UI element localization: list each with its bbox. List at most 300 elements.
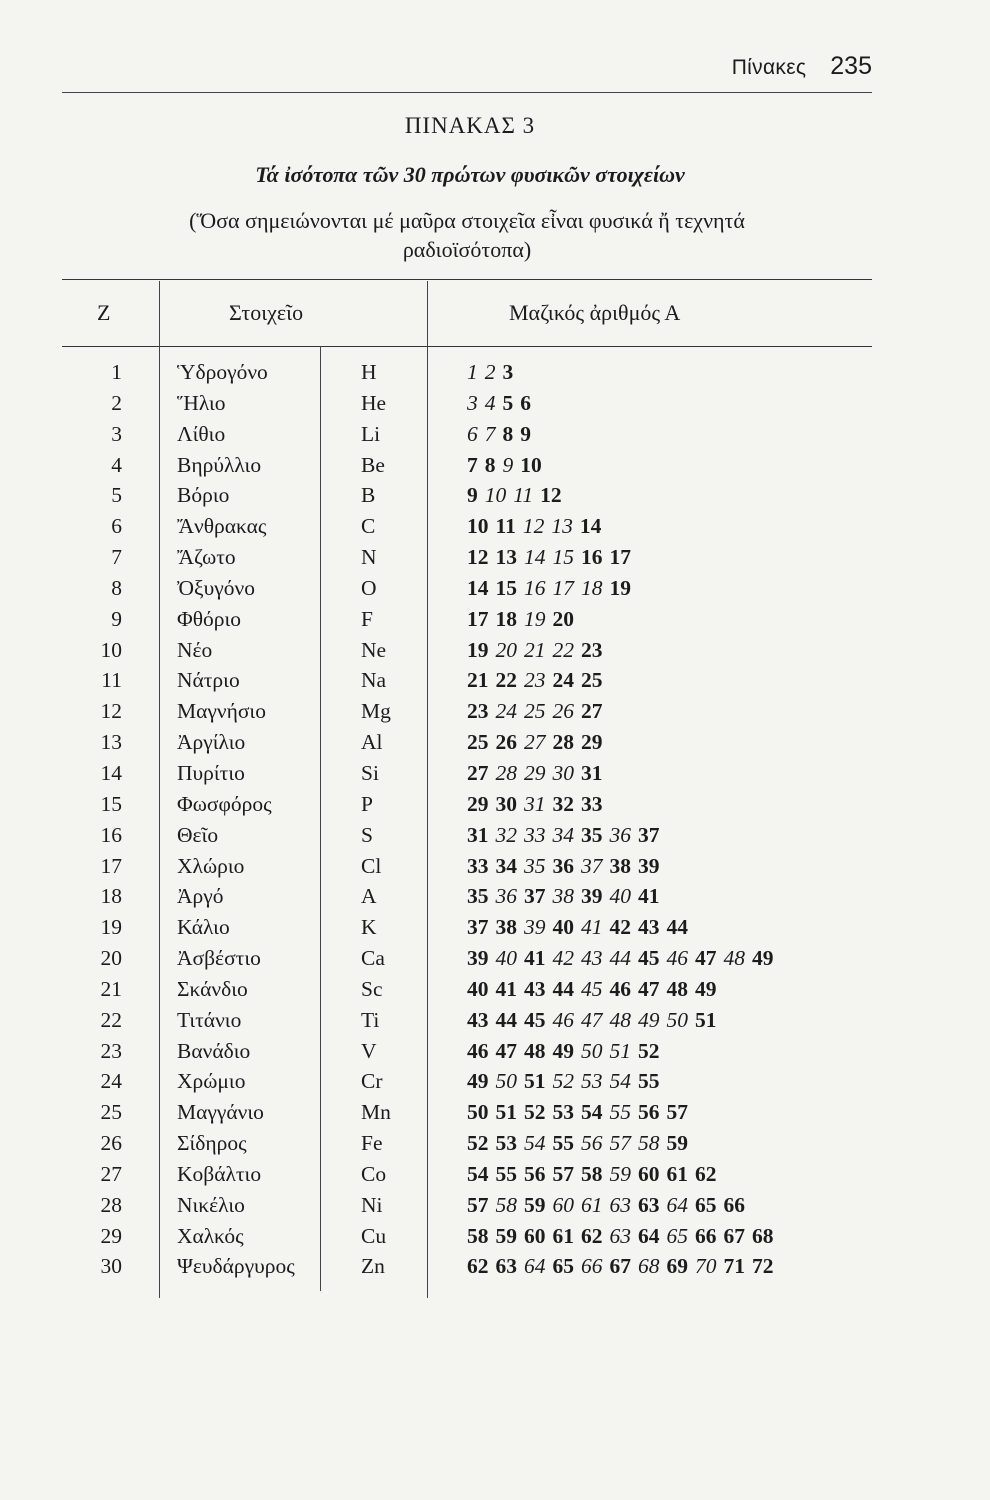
element-name: Ὀξυγόνο [177, 575, 255, 600]
mass-number: 30 [552, 760, 574, 785]
mass-number: 63 [609, 1192, 631, 1217]
mass-number: 35 [524, 853, 546, 878]
mass-number: 62 [695, 1161, 717, 1186]
mass-number: 54 [524, 1131, 546, 1156]
mass-number: 27 [581, 699, 603, 724]
mass-number: 23 [524, 668, 546, 693]
element-name: Νάτριο [177, 668, 240, 693]
mass-number: 52 [524, 1100, 546, 1125]
mass-number: 12 [522, 514, 545, 539]
mass-number: 7 [484, 421, 496, 446]
header-rule [62, 92, 872, 93]
isotope-table-body [0, 360, 990, 1285]
mass-number: 66 [581, 1254, 603, 1279]
mass-number: 39 [524, 915, 546, 940]
mass-number: 43 [581, 946, 603, 971]
element-name: Σκάνδιο [177, 976, 248, 1001]
element-symbol: S [361, 822, 373, 847]
mass-number: 68 [752, 1223, 774, 1248]
mass-number: 50 [581, 1038, 603, 1063]
mass-number: 38 [609, 853, 631, 878]
table-title: Τά ἰσότοπα τῶν 30 πρώτων φυσικῶν στοιχείων [255, 162, 685, 187]
table-row [0, 946, 990, 977]
atomic-number: 13 [100, 730, 122, 755]
mass-numbers [467, 545, 638, 570]
mass-number: 34 [495, 853, 517, 878]
atomic-number: 1 [111, 360, 122, 384]
atomic-number: 9 [111, 606, 122, 631]
mass-numbers [467, 977, 724, 1002]
element-name: Τιτάνιο [177, 1007, 242, 1032]
mass-numbers [467, 823, 667, 848]
mass-number: 63 [609, 1223, 631, 1248]
mass-number: 25 [581, 668, 603, 693]
column-header-z: Z [97, 300, 111, 325]
mass-number: 45 [524, 1007, 546, 1032]
column-header-mass-number: Μαζικός ἀριθμός Α [509, 300, 681, 325]
mass-number: 28 [495, 760, 517, 785]
atomic-number: 16 [100, 822, 122, 847]
mass-number: 57 [467, 1192, 489, 1217]
mass-number: 23 [467, 699, 489, 724]
element-name: Ὑδρογόνο [177, 360, 268, 384]
table-row [0, 1224, 990, 1255]
mass-numbers [467, 1008, 724, 1033]
mass-number: 57 [666, 1100, 688, 1125]
mass-number: 58 [495, 1192, 517, 1217]
mass-number: 64 [638, 1223, 660, 1248]
mass-number: 55 [495, 1161, 517, 1186]
mass-number: 29 [524, 760, 546, 785]
mass-number: 24 [495, 699, 517, 724]
mass-number: 14 [524, 545, 546, 570]
element-symbol: N [361, 545, 377, 570]
mass-number: 20 [495, 637, 517, 662]
mass-number: 13 [495, 545, 517, 570]
atomic-number: 30 [100, 1254, 122, 1279]
section-title: Πίνακες [731, 56, 807, 79]
element-symbol: Co [361, 1161, 387, 1186]
element-name: Φωσφόρος [177, 791, 272, 816]
mass-number: 31 [581, 760, 603, 785]
mass-number: 11 [495, 514, 516, 539]
element-name: Κάλιο [177, 915, 230, 940]
element-symbol: O [361, 575, 377, 600]
table-row [0, 607, 990, 638]
mass-numbers [467, 1069, 667, 1094]
element-symbol: Ca [361, 946, 385, 971]
mass-number: 36 [609, 822, 631, 847]
mass-number: 25 [524, 699, 546, 724]
atomic-number: 8 [111, 575, 122, 600]
element-symbol: Li [361, 421, 381, 446]
mass-number: 10 [467, 514, 489, 539]
mass-number: 46 [666, 946, 688, 971]
element-symbol: Mn [361, 1100, 391, 1125]
mass-number: 48 [524, 1038, 546, 1063]
mass-number: 45 [638, 946, 660, 971]
mass-numbers [467, 884, 667, 909]
table-row [0, 823, 990, 854]
mass-number: 25 [467, 730, 489, 755]
element-symbol: Na [361, 668, 387, 693]
mass-number: 29 [581, 730, 603, 755]
mass-number: 72 [752, 1254, 774, 1279]
atomic-number: 5 [111, 483, 122, 508]
element-symbol: Mg [361, 699, 391, 724]
element-name: Ἀσβέστιο [177, 946, 261, 971]
atomic-number: 4 [111, 452, 122, 477]
element-name: Μαγγάνιο [177, 1100, 264, 1125]
mass-number: 3 [502, 360, 514, 384]
mass-number: 6 [520, 390, 531, 415]
mass-number: 56 [581, 1131, 603, 1156]
mass-number: 43 [467, 1007, 489, 1032]
mass-number: 34 [552, 822, 574, 847]
mass-number: 51 [495, 1100, 517, 1125]
atomic-number: 17 [100, 853, 122, 878]
element-symbol: A [361, 884, 377, 909]
mass-number: 36 [552, 853, 574, 878]
mass-number: 64 [666, 1192, 688, 1217]
mass-number: 14 [579, 514, 602, 539]
mass-number: 59 [609, 1161, 631, 1186]
mass-number: 63 [638, 1192, 660, 1217]
mass-numbers [467, 730, 610, 755]
table-note [62, 206, 872, 264]
mass-number: 54 [467, 1161, 489, 1186]
element-name: Νικέλιο [177, 1192, 245, 1217]
mass-number: 48 [666, 976, 688, 1001]
mass-number: 50 [495, 1069, 517, 1094]
element-name: Φθόριο [177, 606, 242, 631]
table-row [0, 545, 990, 576]
table-row [0, 977, 990, 1008]
table-row [0, 854, 990, 885]
mass-number: 9 [520, 421, 531, 446]
mass-number: 65 [552, 1254, 574, 1279]
mass-number: 35 [581, 822, 603, 847]
mass-numbers [467, 638, 610, 663]
element-name: Ἥλιο [177, 390, 226, 415]
table-label: ΠΙΝΑΚΑΣ 3 [404, 113, 536, 138]
table-row [0, 453, 990, 484]
element-name: Βόριο [177, 483, 230, 508]
mass-number: 44 [495, 1007, 517, 1032]
mass-number: 37 [524, 884, 546, 909]
mass-number: 50 [666, 1007, 688, 1032]
element-name: Νέο [177, 637, 213, 662]
mass-number: 60 [524, 1223, 546, 1248]
mass-numbers [467, 1131, 695, 1156]
element-name: Βανάδιο [177, 1038, 251, 1063]
element-symbol: P [361, 791, 373, 816]
element-symbol: V [361, 1038, 377, 1063]
mass-number: 58 [581, 1161, 603, 1186]
mass-number: 38 [552, 884, 574, 909]
atomic-number: 18 [100, 884, 122, 909]
element-name: Ἀργίλιο [177, 730, 246, 755]
mass-number: 56 [638, 1100, 660, 1125]
mass-numbers [467, 1254, 781, 1279]
element-name: Θεῖο [177, 822, 219, 847]
mass-number: 44 [609, 946, 631, 971]
atomic-number: 29 [100, 1223, 122, 1248]
mass-number: 39 [581, 884, 603, 909]
mass-number: 53 [581, 1069, 603, 1094]
mass-number: 23 [581, 637, 603, 662]
table-row [0, 1100, 990, 1131]
mass-number: 55 [638, 1069, 660, 1094]
atomic-number: 23 [100, 1038, 122, 1063]
element-name: Ψευδάργυρος [177, 1254, 295, 1279]
atomic-number: 26 [100, 1131, 122, 1156]
mass-number: 6 [467, 421, 478, 446]
mass-number: 57 [609, 1131, 631, 1156]
mass-number: 9 [467, 483, 478, 508]
mass-number: 39 [638, 853, 660, 878]
mass-number: 49 [695, 976, 717, 1001]
mass-number: 17 [609, 545, 631, 570]
mass-number: 58 [638, 1131, 660, 1156]
mass-numbers [467, 422, 538, 447]
mass-number: 21 [524, 637, 546, 662]
element-symbol: H [361, 360, 377, 384]
element-name: Κοβάλτιο [177, 1161, 262, 1186]
mass-number: 62 [467, 1254, 489, 1279]
mass-number: 52 [638, 1038, 660, 1063]
table-row [0, 884, 990, 915]
mass-number: 63 [495, 1254, 517, 1279]
mass-number: 36 [495, 884, 517, 909]
atomic-number: 7 [111, 545, 122, 570]
atomic-number: 28 [100, 1192, 122, 1217]
atomic-number: 24 [100, 1069, 122, 1094]
mass-number: 19 [609, 575, 631, 600]
mass-numbers [467, 1193, 752, 1218]
mass-number: 9 [502, 452, 514, 477]
mass-number: 19 [467, 637, 489, 662]
atomic-number: 11 [101, 668, 122, 693]
atomic-number: 6 [111, 514, 122, 539]
mass-number: 42 [609, 915, 631, 940]
mass-number: 67 [723, 1223, 745, 1248]
element-symbol: Cu [361, 1223, 387, 1248]
mass-number: 4 [484, 390, 496, 415]
mass-numbers [467, 1224, 781, 1249]
mass-number: 61 [666, 1161, 688, 1186]
atomic-number: 3 [111, 421, 122, 446]
mass-number: 8 [484, 452, 496, 477]
mass-number: 37 [638, 822, 660, 847]
mass-number: 26 [495, 730, 517, 755]
mass-numbers [467, 699, 610, 724]
element-name: Χρώμιο [177, 1069, 246, 1094]
mass-number: 22 [495, 668, 517, 693]
mass-number: 18 [581, 575, 603, 600]
mass-number: 51 [524, 1069, 546, 1094]
mass-number: 65 [666, 1223, 688, 1248]
element-symbol: Ni [361, 1192, 383, 1217]
mass-number: 47 [638, 976, 660, 1001]
mass-number: 37 [467, 915, 489, 940]
mass-number: 40 [552, 915, 574, 940]
mass-number: 41 [524, 946, 546, 971]
mass-number: 10 [484, 483, 507, 508]
mass-number: 53 [495, 1131, 517, 1156]
table-row [0, 1069, 990, 1100]
mass-number: 66 [723, 1192, 745, 1217]
atomic-number: 20 [100, 946, 122, 971]
table-row [0, 1162, 990, 1193]
mass-number: 32 [495, 822, 517, 847]
mass-number: 17 [467, 606, 489, 631]
mass-number: 18 [495, 606, 517, 631]
element-name: Πυρίτιο [177, 760, 245, 785]
table-row [0, 483, 990, 514]
atomic-number: 27 [100, 1161, 122, 1186]
table-row [0, 1254, 990, 1285]
element-symbol: Be [361, 452, 385, 477]
mass-numbers [467, 453, 549, 478]
mass-number: 24 [552, 668, 574, 693]
mass-number: 65 [695, 1192, 717, 1217]
mass-number: 37 [581, 853, 603, 878]
element-symbol: C [361, 514, 376, 539]
table-row [0, 761, 990, 792]
table-note-line-1: (Ὅσα σημειώνονται μέ μαῦρα στοιχεῖα εἶναι φυσικά ἤ τεχνητά [189, 208, 745, 233]
element-name: Ἀργό [177, 884, 224, 909]
element-name: Βηρύλλιο [177, 452, 262, 477]
mass-numbers [467, 792, 610, 817]
mass-number: 49 [467, 1069, 489, 1094]
mass-numbers [467, 360, 520, 385]
table-row [0, 1193, 990, 1224]
mass-number: 29 [467, 791, 489, 816]
mass-number: 8 [502, 421, 514, 446]
table-row [0, 1008, 990, 1039]
element-name: Ἄζωτο [177, 545, 236, 570]
atomic-number: 12 [100, 699, 122, 724]
mass-number: 13 [551, 514, 573, 539]
table-row [0, 391, 990, 422]
mass-number: 28 [552, 730, 574, 755]
mass-number: 61 [581, 1192, 603, 1217]
mass-number: 43 [638, 915, 660, 940]
mass-number: 39 [467, 946, 489, 971]
mass-number: 62 [581, 1223, 603, 1248]
table-row [0, 1039, 990, 1070]
element-symbol: He [361, 390, 387, 415]
mass-number: 31 [524, 791, 546, 816]
table-row [0, 360, 990, 391]
mass-number: 12 [467, 545, 489, 570]
mass-number: 50 [467, 1100, 489, 1125]
mass-number: 49 [752, 946, 774, 971]
mass-number: 69 [666, 1254, 688, 1279]
mass-number: 2 [484, 360, 496, 384]
element-symbol: Ne [361, 637, 387, 662]
mass-numbers [467, 854, 667, 879]
table-top-rule [62, 279, 872, 280]
mass-number: 64 [524, 1254, 546, 1279]
element-symbol: F [361, 606, 373, 631]
mass-number: 59 [524, 1192, 546, 1217]
mass-number: 20 [552, 606, 574, 631]
mass-number: 68 [638, 1254, 660, 1279]
mass-number: 16 [581, 545, 603, 570]
mass-number: 14 [467, 575, 489, 600]
table-note-line-2: ραδιοϊσότοπα) [402, 237, 532, 262]
mass-number: 71 [723, 1254, 745, 1279]
mass-number: 33 [467, 853, 489, 878]
mass-number: 49 [552, 1038, 574, 1063]
atomic-number: 14 [100, 760, 122, 785]
mass-number: 59 [666, 1131, 688, 1156]
mass-number: 1 [467, 360, 478, 384]
mass-number: 35 [467, 884, 489, 909]
mass-number: 56 [524, 1161, 546, 1186]
element-symbol: Al [361, 730, 383, 755]
mass-number: 15 [552, 545, 574, 570]
mass-number: 58 [467, 1223, 489, 1248]
mass-numbers [467, 668, 610, 693]
mass-number: 19 [524, 606, 546, 631]
mass-number: 15 [495, 575, 517, 600]
mass-number: 54 [581, 1100, 603, 1125]
mass-number: 21 [467, 668, 489, 693]
mass-number: 45 [581, 976, 603, 1001]
mass-number: 12 [540, 483, 562, 508]
element-symbol: Cr [361, 1069, 383, 1094]
mass-number: 70 [695, 1254, 717, 1279]
mass-number: 22 [552, 637, 574, 662]
mass-numbers [467, 915, 695, 940]
mass-number: 53 [552, 1100, 574, 1125]
mass-number: 67 [609, 1254, 631, 1279]
mass-number: 7 [467, 452, 478, 477]
mass-number: 16 [524, 575, 546, 600]
element-name: Μαγνήσιο [177, 699, 266, 724]
atomic-number: 22 [100, 1007, 122, 1032]
table-row [0, 915, 990, 946]
mass-number: 33 [581, 791, 603, 816]
mass-number: 49 [638, 1007, 660, 1032]
mass-number: 40 [495, 946, 517, 971]
mass-numbers [467, 1100, 695, 1125]
mass-number: 3 [467, 390, 478, 415]
mass-numbers [467, 514, 608, 539]
mass-number: 52 [467, 1131, 489, 1156]
element-symbol: B [361, 483, 376, 508]
mass-number: 61 [552, 1223, 574, 1248]
mass-number: 66 [695, 1223, 717, 1248]
atomic-number: 2 [111, 390, 122, 415]
mass-number: 40 [609, 884, 631, 909]
mass-numbers [467, 1162, 724, 1187]
mass-numbers [467, 761, 610, 786]
element-symbol: Ti [361, 1007, 380, 1032]
mass-number: 47 [495, 1038, 517, 1063]
mass-numbers [467, 576, 638, 601]
mass-number: 55 [609, 1100, 631, 1125]
table-row [0, 1131, 990, 1162]
mass-number: 30 [495, 791, 517, 816]
element-name: Λίθιο [177, 421, 226, 446]
mass-number: 38 [495, 915, 517, 940]
table-row [0, 514, 990, 545]
table-row [0, 422, 990, 453]
